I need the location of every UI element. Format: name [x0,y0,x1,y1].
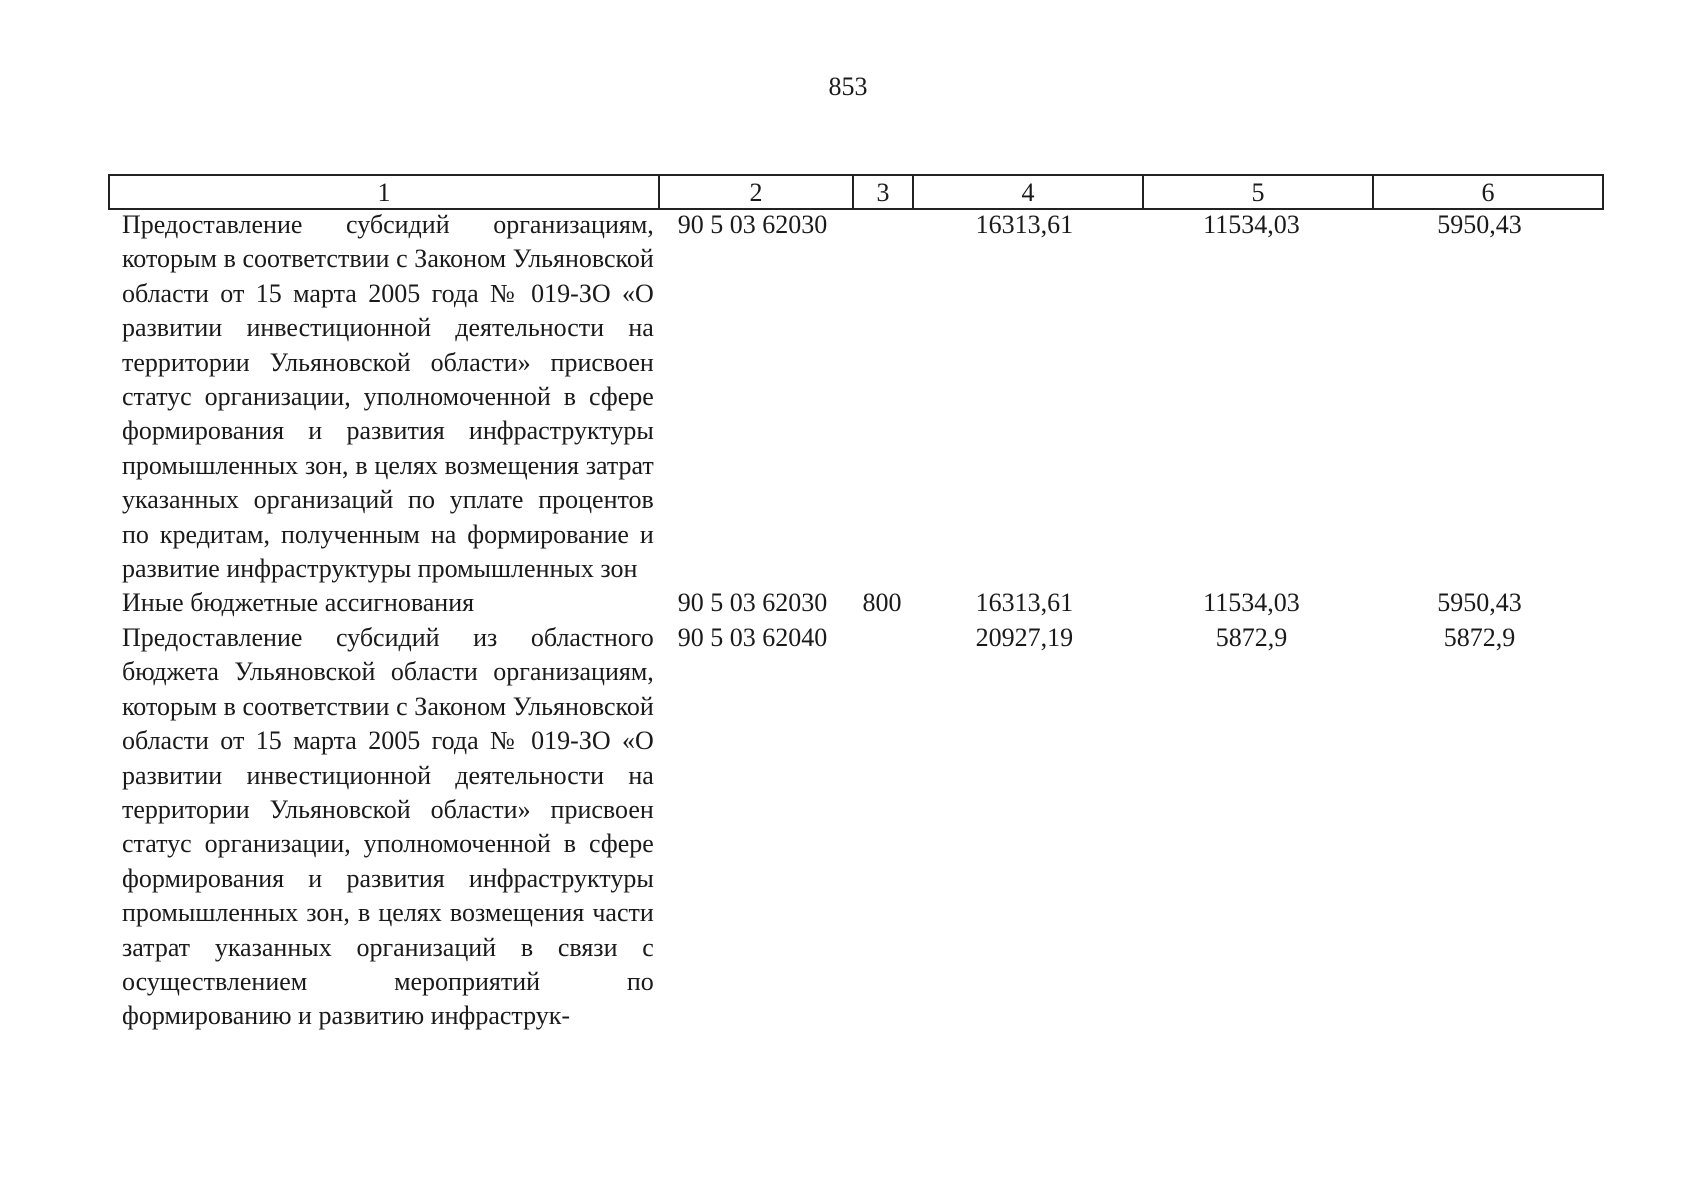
row-code: 90 5 03 62030 [677,588,828,618]
column-header-6: 6 [1373,175,1603,209]
row-value-5: 5872,9 [1215,622,1288,652]
column-header-5: 5 [1143,175,1373,209]
table-row [108,586,1594,620]
row-name: Иные бюджетные ассигнования [122,588,475,618]
column-header-3: 3 [853,175,913,209]
row-value-6: 5950,43 [1437,210,1522,239]
row-value-5: 11534,03 [1203,210,1300,239]
table-row [108,621,1594,1034]
row-value-6: 5950,43 [1437,588,1522,618]
row-value-4: 16313,61 [975,588,1074,618]
table-header [108,174,1604,210]
column-header-4: 4 [913,175,1143,209]
header-row [109,175,1603,209]
row-name: Предоставление субсидий организациям, которым в соответствии с Законом Ульяновской области от 15 марта 2005 года № 019-ЗО «О развитии инвестиционной деятельности на территории Ульяновской области» присвоен статус организации, уполномоченной в сфере формирования и развития инфраструктуры промышленных зон, в целях возмещения затрат указанных организаций по уплате процентов по кредитам, полученным на формирование и развитие инфраструктуры промышленных зон [122,210,654,584]
row-type: 800 [862,588,902,618]
page-number: 853 [828,72,868,101]
row-code: 90 5 03 62030 [677,210,828,239]
row-value-4: 16313,61 [975,210,1074,239]
column-header-1: 1 [109,175,659,209]
row-value-4: 20927,19 [975,622,1074,652]
table-body [108,208,1594,1034]
table-row [108,208,1594,586]
column-header-2: 2 [659,175,853,209]
row-code: 90 5 03 62040 [677,622,828,652]
row-value-5: 11534,03 [1203,588,1300,618]
row-name: Предоставление субсидий из областного бюджета Ульяновской области организациям, которым в соответствии с Законом Ульяновской области от 15 марта 2005 года № 019-ЗО «О развитии инвестиционной деятельности на территории Ульяновской области» присвоен статус организации, уполномоченной в сфере формирования и развития инфраструктуры промышленных зон, в целях возмещения части затрат указанных организаций в связи с осуществлением мероприятий по формированию и развитию инфраструк- [122,622,654,1031]
row-value-6: 5872,9 [1443,622,1516,652]
